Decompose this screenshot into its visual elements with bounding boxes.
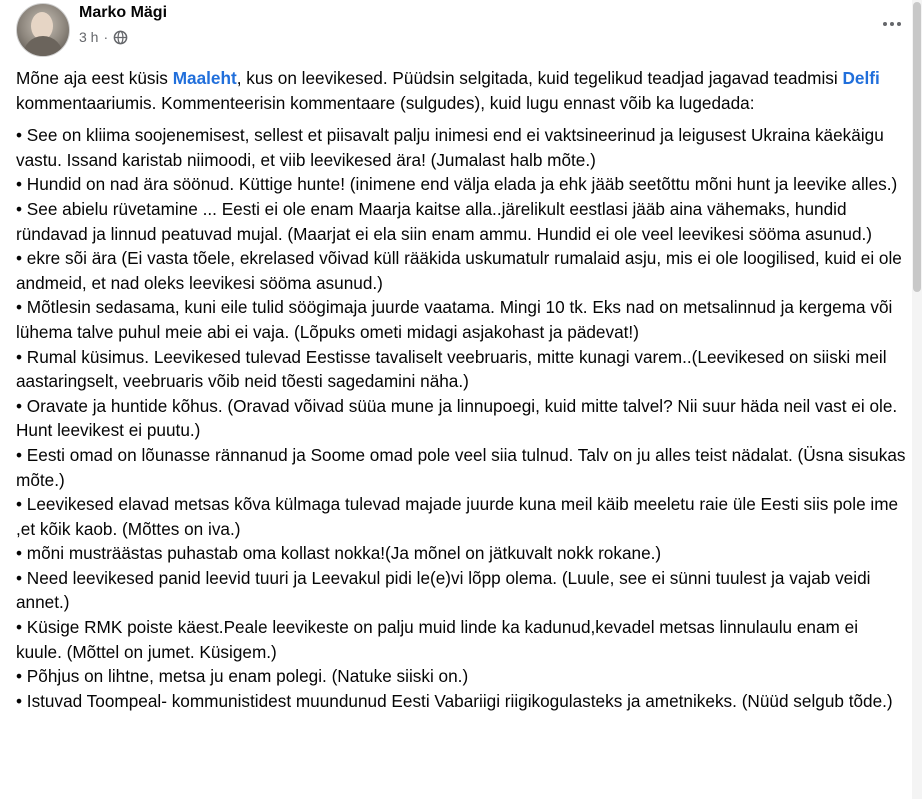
maaleht-link[interactable]: Maaleht	[172, 68, 237, 88]
list-item: • Istuvad Toompeal- kommunistidest muundunud Eesti Vabariigi riigikogulasteks ja ametnikeks. (Nüüd selgub tõde.)	[16, 690, 893, 711]
list-item: • See on kliima soojenemisest, sellest et piisavalt palju inimesi end ei vaktsineerinud ja leigusest Ukraina käekäigu vastu. Issand karistab niimoodi, et viib leevikesed ära! (Jumalast halb mõte.)	[16, 125, 884, 170]
list-item: • mõni musträästas puhastab oma kollast nokka!(Ja mõnel on jätkuvalt nokk rokane.)	[16, 543, 662, 564]
meta-separator: ·	[103, 29, 109, 45]
list-item: • See abielu rüvetamine ... Eesti ei ole enam Maarja kaitse alla..järelikult eestlasi jääb aina vähemaks, hundid ründavad ja linnud peatuvad mujal. (Maarjat ei ela siin enam ammu. Hundid ei ole veel leevikesi sööma asunud.)	[16, 198, 873, 244]
list-item: • Oravate ja huntide kõhus. (Oravad võivad süüa mune ja linnupoegi, kuid mitte talvel? Nii suur häda neil vast ei ole. Hunt leevikest ei puutu.)	[16, 395, 898, 441]
avatar-body	[23, 36, 63, 57]
list-item: • Need leevikesed panid leevid tuuri ja Leevakul pidi le(e)vi lõpp olema. (Luule, see ei sünni tuulest ja vajab veidi annet.)	[16, 567, 871, 613]
scrollbar-thumb[interactable]	[913, 2, 921, 292]
intro-text-3: kommentaariumis. Kommenteerisin kommentaare (sulgudes), kuid lugu ennast võib ka lugedada:	[16, 92, 755, 113]
avatar[interactable]	[16, 3, 70, 57]
more-options-button[interactable]	[876, 12, 908, 36]
author-name[interactable]: Marko Mägi	[79, 4, 168, 21]
list-item: • ekre sõi ära (Ei vasta tõele, ekrelased võivad küll rääkida uskumatulr rumalaid asju, mis ei ole loogilised, kuid ei ole andmeid, et nad oleks leevikesi sööma asunud.)	[16, 248, 902, 293]
delfi-link[interactable]: Delfi	[842, 68, 880, 88]
post-content	[16, 66, 908, 713]
list-item: • Leevikesed elavad metsas kõva külmaga tulevad majade juurde kuna meil käib meeletu raie üle Eesti siis pole ime ,et kõik kaob. (Mõttes on iva.)	[16, 494, 899, 539]
list-item: • Küsige RMK poiste käest.Peale leevikeste on palju muid linde ka kadunud,kevadel metsas linnulaulu enam ei kuule. (Mõttel on jumet. Küsigem.)	[16, 617, 859, 662]
list-item: • Hundid on nad ära söönud. Küttige hunte! (inimene end välja elada ja ehk jääb seetõttu mõni hunt ja leevike alles.)	[16, 174, 898, 195]
list-item: • Põhjus on lihtne, metsa ju enam polegi. (Natuke siiski on.)	[16, 666, 469, 687]
more-horizontal-icon	[897, 22, 901, 26]
post-meta	[79, 29, 128, 45]
list-item: • Mõtlesin sedasama, kuni eile tulid söögimaja juurde vaatama. Mingi 10 tk. Eks nad on metsalinnud ja kergema või lühema talve puhul meie abi ei vaja. (Lõpuks ometi midagi asjakohast ja pädevat!)	[16, 297, 893, 342]
intro-text-1: Mõne aja eest küsis	[16, 68, 173, 88]
more-horizontal-icon	[883, 22, 887, 26]
globe-icon[interactable]	[113, 30, 128, 45]
intro-text-2: , kus on leevikesed. Püüdsin selgitada, kuid tegelikud teadjad jagavad teadmisi	[236, 68, 843, 88]
intro-paragraph	[16, 66, 908, 115]
post-time[interactable]: 3 h	[79, 29, 99, 45]
more-horizontal-icon	[890, 22, 894, 26]
list-item: • Eesti omad on lõunasse rännanud ja Soome omad pole veel siia tulnud. Talv on ju alles teist nädalat. (Üsna sisukas mõte.)	[16, 444, 906, 490]
list-item: • Rumal küsimus. Leevikesed tulevad Eestisse tavaliselt veebruaris, mitte kunagi varem..(Leevikesed on siiski meil aastaringselt, veebruaris võib neid tõesti sagedamini näha.)	[16, 346, 887, 392]
